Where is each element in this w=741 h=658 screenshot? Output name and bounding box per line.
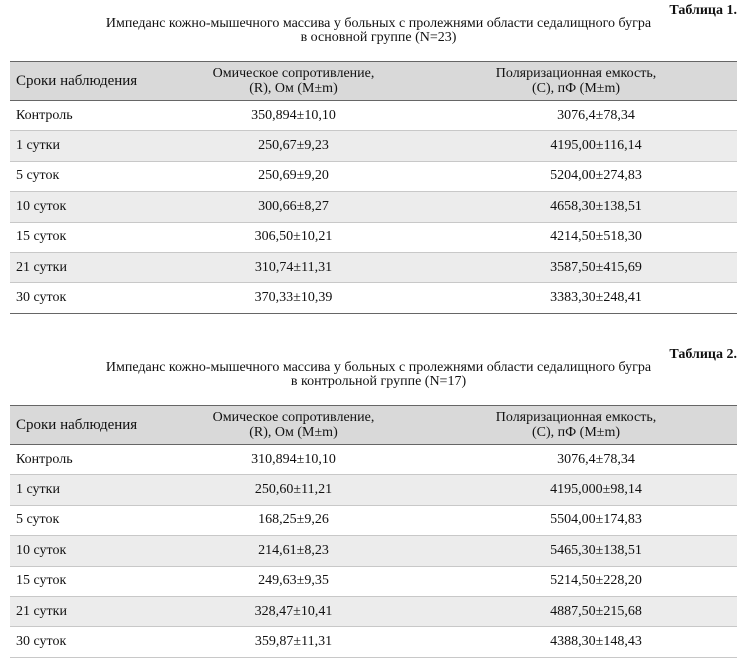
cell-period: 5 суток [16,168,60,184]
cell-period: 1 сутки [16,482,60,498]
table-caption [10,17,737,46]
header-resistance [172,62,415,101]
table-row [10,505,737,535]
table-block-2 [10,347,737,658]
cell-resistance: 370,33±10,39 [254,290,333,306]
table-row [10,475,737,505]
caption-line-2: в контрольной группе (N=17) [290,374,467,389]
cell-capacity: 3587,50±415,69 [550,259,642,275]
cell-period: 21 сутки [16,603,67,619]
cell-period: 15 суток [16,229,67,245]
header-resistance-line-1: Омическое сопротивление, [212,410,375,425]
header-resistance-line-1: Омическое сопротивление, [212,66,375,81]
caption-line-2: в основной группе (N=23) [300,30,457,45]
cell-capacity: 4214,50±518,30 [550,229,642,245]
header-period: Сроки наблюдения [16,72,138,89]
cell-period: 15 суток [16,573,67,589]
table-block-1 [10,3,737,323]
cell-period: Контроль [16,107,73,123]
cell-period: Контроль [16,451,73,467]
table-row [10,283,737,313]
table-label: Таблица 2. [669,347,737,362]
cell-period: 10 суток [16,198,67,214]
table-label: Таблица 1. [669,3,737,18]
cell-capacity: 5214,50±228,20 [550,573,642,589]
cell-capacity: 5504,00±174,83 [550,512,642,528]
header-resistance [172,406,415,445]
cell-period: 10 суток [16,542,67,558]
cell-resistance: 328,47±10,41 [254,603,333,619]
table-header-row [10,62,737,101]
header-capacity-line-1: Поляризационная емкость, [495,410,657,425]
header-period: Сроки наблюдения [16,416,138,433]
cell-resistance: 310,74±11,31 [254,259,333,275]
cell-resistance: 306,50±10,21 [254,229,333,245]
header-resistance-line-2: (R), Ом (M±m) [249,81,338,96]
header-capacity [415,406,737,445]
cell-period: 30 суток [16,634,67,650]
table-row [10,101,737,131]
cell-resistance: 250,60±11,21 [254,482,333,498]
table-row [10,192,737,222]
header-capacity-line-1: Поляризационная емкость, [495,66,657,81]
cell-capacity: 4195,00±116,14 [550,138,642,154]
cell-capacity: 5465,30±138,51 [550,542,642,558]
cell-capacity: 4658,30±138,51 [550,198,642,214]
table-header-row [10,406,737,445]
table-caption [10,361,737,390]
cell-resistance: 300,66±8,27 [258,198,329,214]
table-row [10,131,737,161]
table-footer-rule [10,313,737,323]
impedance-table-main-group [10,61,737,323]
table-row [10,161,737,191]
table-row [10,445,737,475]
table-row [10,627,737,657]
header-capacity-line-2: (C), пФ (M±m) [531,81,621,96]
table-row [10,222,737,252]
cell-period: 1 сутки [16,138,60,154]
caption-line-1: Импеданс кожно-мышечного массива у больных с пролежнями области седалищного бугра [105,16,652,31]
table-row [10,596,737,626]
impedance-table-control-group [10,405,737,658]
cell-period: 21 сутки [16,259,67,275]
cell-capacity: 3383,30±248,41 [550,290,642,306]
cell-resistance: 168,25±9,26 [258,512,329,528]
cell-capacity: 4887,50±215,68 [550,603,642,619]
table-row [10,566,737,596]
table-row [10,252,737,282]
table-row [10,536,737,566]
cell-capacity: 4195,000±98,14 [550,482,642,498]
header-capacity [415,62,737,101]
header-capacity-line-2: (C), пФ (M±m) [531,425,621,440]
cell-resistance: 214,61±8,23 [258,542,329,558]
cell-capacity: 5204,00±274,83 [550,168,642,184]
caption-line-1: Импеданс кожно-мышечного массива у больных с пролежнями области седалищного бугра [105,360,652,375]
cell-resistance: 249,63±9,35 [258,573,329,589]
cell-resistance: 250,67±9,23 [258,138,329,154]
cell-capacity: 3076,4±78,34 [557,107,635,123]
cell-resistance: 310,894±10,10 [251,451,336,467]
cell-resistance: 350,894±10,10 [251,107,336,123]
cell-period: 5 суток [16,512,60,528]
cell-capacity: 4388,30±148,43 [550,634,642,650]
cell-capacity: 3076,4±78,34 [557,451,635,467]
cell-resistance: 250,69±9,20 [258,168,329,184]
header-resistance-line-2: (R), Ом (M±m) [249,425,338,440]
cell-resistance: 359,87±11,31 [254,634,333,650]
cell-period: 30 суток [16,290,67,306]
